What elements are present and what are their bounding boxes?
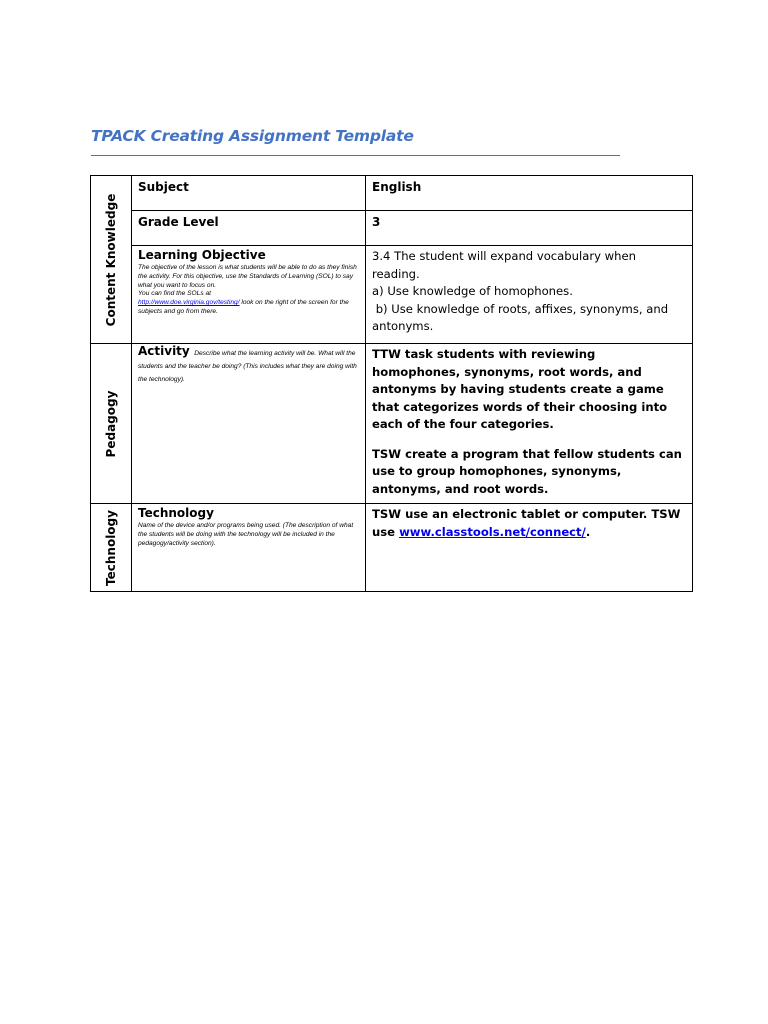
activity-value-paragraph-1: TTW task students with reviewing homophones, synonyms, root words, and antonyms by having students create a game that categorizes words of their choosing into each of the four categories. [372, 347, 668, 431]
table-row-subject [91, 176, 693, 211]
tpack-table [90, 175, 693, 592]
technology-value-text: TSW use an electronic tablet or computer. TSW use [372, 507, 681, 539]
section-content-knowledge [91, 176, 132, 344]
objective-value-cell [366, 246, 693, 344]
activity-label-cell [132, 344, 366, 504]
objective-label-cell [132, 246, 366, 344]
document-title: TPACK Creating Assignment Template [91, 127, 414, 145]
objective-help-sol-text: You can find the SOLs at [138, 290, 211, 298]
table-row-objective [91, 246, 693, 344]
activity-label: Activity [138, 344, 190, 358]
subject-label-cell [132, 176, 366, 211]
objective-help-tail: look on the right of the screen for the subjects and go from there. [138, 299, 349, 315]
section-label-content-knowledge: Content Knowledge [104, 193, 118, 326]
technology-value-cell [366, 504, 693, 592]
objective-help-text: The objective of the lesson is what students will be able to do as they finish the activity. For this objective, use the Standards of Learning (SOL) to say what you want to focus on. [138, 264, 357, 289]
title-underline [91, 155, 620, 156]
objective-value-line-2: a) Use knowledge of homophones. [372, 284, 573, 298]
sol-link[interactable]: http://www.doe.virginia.gov/testing/ [138, 299, 240, 307]
grade-label-cell [132, 211, 366, 246]
grade-value-cell [366, 211, 693, 246]
subject-value-cell [366, 176, 693, 211]
activity-value-cell [366, 344, 693, 504]
classtools-link[interactable]: www.classtools.net/connect/ [399, 524, 586, 539]
section-pedagogy [91, 344, 132, 504]
table-row-technology [91, 504, 693, 592]
activity-help: Describe what the learning activity will be. What will the students and the teacher be doing? (This includes what they are doing with the technology). [138, 350, 357, 383]
grade-value: 3 [372, 215, 381, 229]
technology-label-cell [132, 504, 366, 592]
subject-value: English [372, 180, 422, 194]
objective-label: Learning Objective [138, 248, 266, 262]
technology-label: Technology [138, 506, 214, 520]
table-row-activity [91, 344, 693, 504]
section-label-pedagogy: Pedagogy [104, 390, 118, 457]
grade-label: Grade Level [138, 215, 219, 229]
table-row-grade [91, 211, 693, 246]
section-technology [91, 504, 132, 592]
objective-help [138, 264, 359, 317]
objective-value-line-3: b) Use knowledge of roots, affixes, synonyms, and antonyms. [372, 301, 672, 333]
technology-help: Name of the device and/or programs being used. (The description of what the students will be doing with the technology will be included in the pedagogy/activity section). [138, 522, 354, 547]
objective-value-line-1: 3.4 The student will expand vocabulary when reading. [372, 249, 636, 281]
subject-label: Subject [138, 180, 189, 194]
technology-value-end: . [585, 524, 591, 539]
section-label-technology: Technology [104, 509, 118, 586]
activity-value-paragraph-2: TSW create a program that fellow students can use to group homophones, synonyms, antonyms, and root words. [372, 446, 682, 496]
